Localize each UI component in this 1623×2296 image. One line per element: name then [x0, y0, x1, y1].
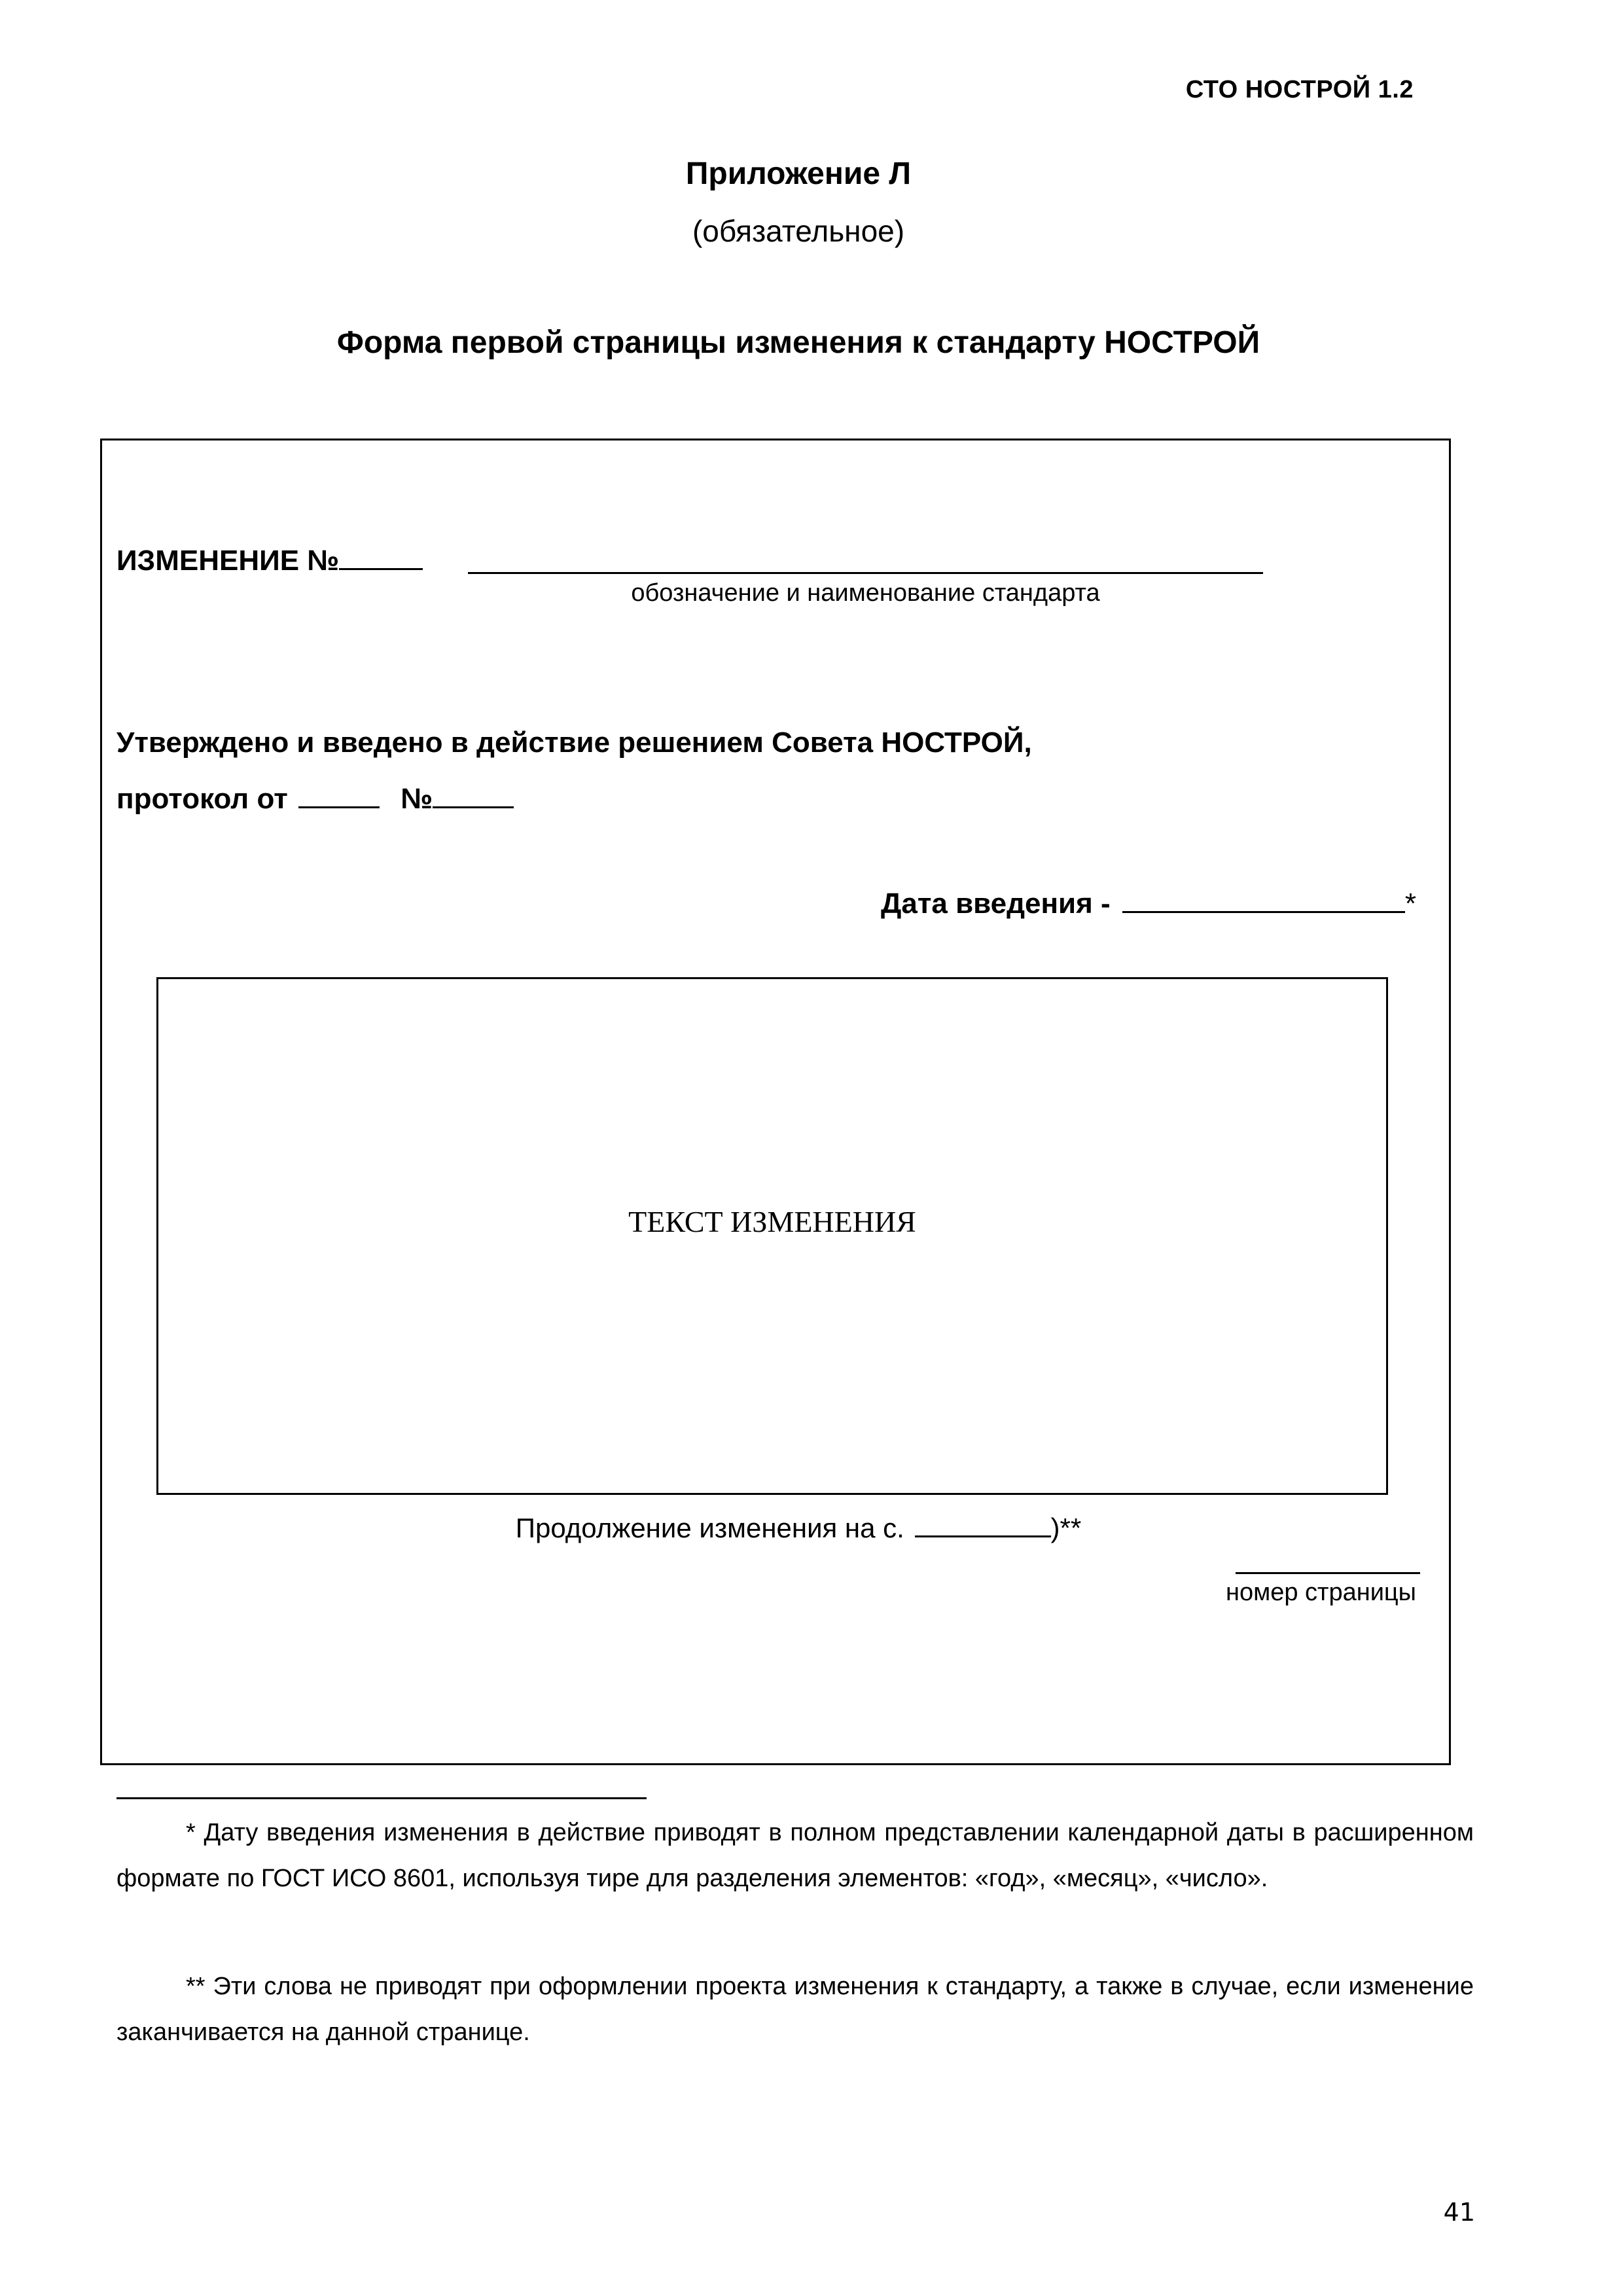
effective-date-footnote-mark: *: [1404, 888, 1416, 920]
continuation-footnote-mark: )**: [1050, 1513, 1082, 1543]
protocol-row: [116, 780, 514, 816]
footnote-2: ** Эти слова не приводят при оформлении проекта изменения к стандарту, а также в случае, если изменение заканчивается на данной странице.: [116, 1973, 1474, 2046]
change-number-blank[interactable]: [339, 542, 423, 570]
standard-designation-caption: обозначение и наименование стандарта: [631, 579, 1100, 607]
change-number-row: [116, 542, 423, 577]
page-number: 41: [1443, 2198, 1475, 2227]
page-number-blank[interactable]: [1236, 1572, 1420, 1574]
change-number-label: ИЗМЕНЕНИЕ №: [116, 545, 340, 577]
page-number-caption: номер страницы: [1225, 1579, 1416, 1606]
standard-designation-blank[interactable]: [468, 572, 1263, 574]
appendix-title: Приложение Л: [685, 156, 912, 191]
standard-code: СТО НОСТРОЙ 1.2: [1185, 76, 1414, 103]
protocol-number-blank[interactable]: [433, 780, 514, 808]
effective-date-row: [881, 885, 1416, 920]
footnote-divider: [116, 1797, 647, 1799]
protocol-date-blank[interactable]: [298, 780, 380, 808]
effective-date-blank[interactable]: [1122, 885, 1405, 913]
continuation-row: [0, 1509, 1597, 1544]
protocol-number-label: №: [401, 783, 433, 815]
footnote-1: * Дату введения изменения в действие приводят в полном представлении календарной даты в расширенном формате по ГОСТ ИСО 8601, используя тире для разделения элементов: «год», «месяц», «число».: [116, 1819, 1474, 1892]
continuation-label: Продолжение изменения на с.: [515, 1513, 904, 1543]
form-title: Форма первой страницы изменения к стандарту НОСТРОЙ: [336, 325, 1260, 360]
appendix-status: (обязательное): [692, 214, 905, 248]
protocol-label: протокол от: [116, 783, 288, 815]
approval-statement: Утверждено и введено в действие решением Совета НОСТРОЙ,: [116, 726, 1032, 759]
change-text-placeholder: ТЕКСТ ИЗМЕНЕНИЯ: [628, 1205, 916, 1238]
continuation-page-blank[interactable]: [915, 1509, 1051, 1537]
effective-date-label: Дата введения -: [881, 888, 1111, 920]
